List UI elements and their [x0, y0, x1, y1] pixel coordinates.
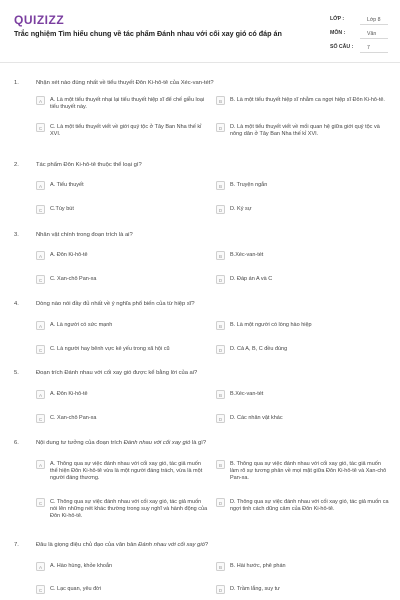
option-key-badge: B: [216, 460, 225, 469]
question-number: 2.: [14, 162, 19, 168]
option-text: B. Thông qua sự việc đánh nhau với cối xay gió, tác giả muốn làm rõ sự tương phản về mọi mặt giữa Đôn Ki-hô-tê và Xan-chô Pan-xa.: [230, 460, 387, 481]
meta-row-subject: [330, 28, 388, 42]
option-text: B. Hài hước, phê phán: [230, 562, 286, 569]
question-text: Tác phẩm Đôn Ki-hô-tê thuộc thể loại gì?: [36, 162, 142, 168]
option-key-badge: D: [216, 498, 225, 507]
option-key-badge: C: [36, 345, 45, 354]
meta-label: MÔN :: [330, 30, 346, 36]
question-text-pre: Đâu là giọng điệu chủ đạo của văn bản: [36, 542, 139, 548]
option-text: D. Là một tiểu thuyết viết về mối quan hệ giữa giới quý tộc và nông dân ở Tây Ban Nha thế kỉ XVI.: [230, 123, 380, 137]
meta-row-count: [330, 42, 388, 56]
option-text: C. Là một tiểu thuyết viết về giới quý tộc ở Tây Ban Nha thế kỉ XVI.: [50, 123, 202, 137]
question-number: 3.: [14, 232, 19, 238]
option-text: B. Truyện ngắn: [230, 181, 268, 188]
option-key-badge: A: [36, 96, 45, 105]
meta-box: [330, 14, 388, 56]
option-text: A. Là người có sức mạnh: [50, 321, 113, 328]
option-key-badge: D: [216, 345, 225, 354]
question-text: Dòng nào nói đầy đủ nhất về ý nghĩa phổ biến của từ hiệp sĩ?: [36, 301, 195, 307]
question-number: 4.: [14, 301, 19, 307]
option-key-badge: A: [36, 251, 45, 260]
option-text: B. Là một tiểu thuyết hiệp sĩ nhằm ca ngợi hiệp sĩ Đôn Ki-hô-tê.: [230, 96, 385, 103]
worksheet-title: Trắc nghiệm Tìm hiểu chung về tác phẩm Đánh nhau với cối xay gió có đáp án: [14, 29, 282, 38]
meta-label: LỚP :: [330, 16, 345, 22]
option-key-badge: B: [216, 321, 225, 330]
option-text: A. Thông qua sự việc đánh nhau với cối xay gió, tác giả muốn thể hiện Đôn Ki-hô-tê vừa là một người đáng trách, vừa là một người đáng thương.: [50, 460, 203, 481]
option-text: A. Đôn Ki-hô-tê: [50, 251, 88, 258]
option-key-badge: B: [216, 562, 225, 571]
worksheet-header: [0, 0, 400, 62]
option-text: C. Thông qua sự việc đánh nhau với cối xay gió, tác giả muốn nói lên những nét khác thường trong suy nghĩ và hành động của Đôn Ki-hô-tê.: [50, 498, 208, 519]
question-text-italic: Đánh nhau với cối xay gió: [123, 440, 191, 446]
option-key-badge: C: [36, 585, 45, 594]
option-key-badge: C: [36, 205, 45, 214]
meta-label: SỐ CÂU :: [330, 44, 354, 50]
option-text: D. Ký sự: [230, 205, 252, 212]
option-text: D. Cả A, B, C đều đúng: [230, 345, 288, 352]
meta-value: Văn: [360, 29, 388, 39]
option-text: C. Lạc quan, yêu đời: [50, 585, 101, 592]
question-number: 7.: [14, 542, 19, 548]
option-key-badge: A: [36, 321, 45, 330]
option-text: D. Các nhân vật khác: [230, 414, 283, 421]
question-number: 6.: [14, 440, 19, 446]
question-text-pre: Nội dung tư tưởng của đoạn trích: [36, 440, 124, 446]
question-text: Nhân vật chính trong đoạn trích là ai?: [36, 232, 133, 238]
option-text: A. Tiểu thuyết: [50, 181, 84, 188]
option-text: B.Xéc-van-tét: [230, 390, 264, 397]
question-text-italic: Đánh nhau với cối xay gió: [138, 542, 205, 548]
option-key-badge: A: [36, 460, 45, 469]
question-number: 1.: [14, 80, 19, 86]
option-text: D. Thông qua sự việc đánh nhau với cối xay gió, tác giả muốn ca ngợi tinh cách dũng cảm của Đôn Ki-hô-tê.: [230, 498, 389, 512]
option-text: C. Xan-chô Pan-xa: [50, 275, 97, 282]
option-key-badge: B: [216, 96, 225, 105]
option-text: B. Là một người có lòng hào hiệp: [230, 321, 312, 328]
option-text: B.Xéc-van-tét: [230, 251, 264, 258]
meta-row-grade: [330, 14, 388, 28]
option-key-badge: D: [216, 205, 225, 214]
question-text: Nhận xét nào đúng nhất về tiểu thuyết Đôn Ki-hô-tê của Xéc-van-tét?: [36, 80, 214, 86]
option-text: D. Trầm lắng, suy tư: [230, 585, 280, 592]
option-key-badge: D: [216, 123, 225, 132]
question-text: Đoạn trích Đánh nhau với cối xay gió được kể bằng lời của ai?: [36, 370, 198, 376]
option-key-badge: C: [36, 275, 45, 284]
option-key-badge: A: [36, 181, 45, 190]
header-divider: [0, 62, 400, 63]
option-key-badge: B: [216, 251, 225, 260]
option-key-badge: B: [216, 181, 225, 190]
question-text-post: là gì?: [190, 440, 207, 446]
meta-value: Lớp 8: [360, 15, 388, 25]
option-key-badge: A: [36, 562, 45, 571]
question-text-post: ?: [204, 542, 209, 548]
option-key-badge: C: [36, 123, 45, 132]
option-text: A. Là một tiểu thuyết nhại lại tiểu thuyết hiệp sĩ để chế giễu loại tiểu thuyết này.: [50, 96, 205, 110]
option-key-badge: A: [36, 390, 45, 399]
option-text: C.Tùy bút: [50, 205, 74, 212]
option-text: D. Đáp án A và C: [230, 275, 273, 282]
question-text: [36, 542, 386, 549]
question-number: 5.: [14, 370, 19, 376]
option-key-badge: D: [216, 414, 225, 423]
option-text: A. Đôn Ki-hô-tê: [50, 390, 88, 397]
option-text: A. Hào hùng, khỏe khoắn: [50, 562, 113, 569]
option-key-badge: C: [36, 414, 45, 423]
option-key-badge: B: [216, 390, 225, 399]
question-text: [36, 440, 386, 447]
option-key-badge: C: [36, 498, 45, 507]
option-text: C. Xan-chô Pan-xa: [50, 414, 97, 421]
option-text: C. Là người hay bênh vực kẻ yếu trong xã hội cũ: [50, 345, 170, 352]
meta-value: 7: [360, 43, 388, 53]
quizizz-logo: QUIZIZZ: [14, 13, 65, 27]
option-key-badge: D: [216, 585, 225, 594]
option-key-badge: D: [216, 275, 225, 284]
